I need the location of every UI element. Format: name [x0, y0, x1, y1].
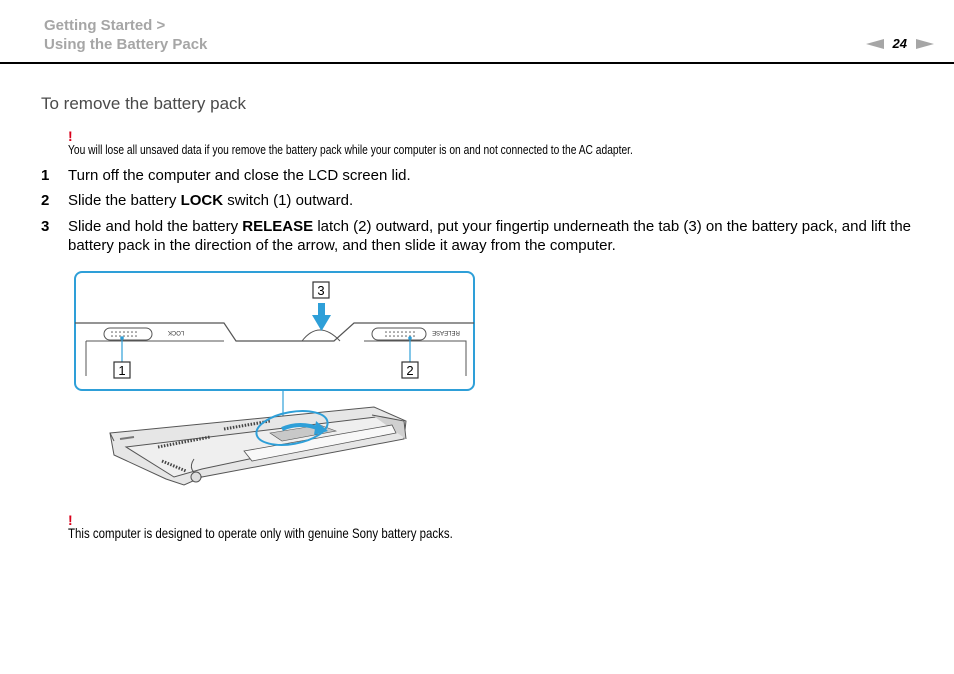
battery-removal-illustration: [74, 271, 476, 503]
warning-icon: !: [68, 512, 73, 528]
callout-number-1: 1: [118, 363, 126, 378]
callout-number-2: 2: [406, 363, 414, 378]
laptop-underside: [110, 407, 406, 485]
down-arrow-icon: [318, 303, 325, 317]
section-title: To remove the battery pack: [41, 94, 247, 113]
step-text: Slide and hold the battery RELEASE latch (2) outward, put your fingertip underneath the tab (3) on the battery pack, and lift the battery pack in the direction of the arrow, and then slide it away from the computer.: [68, 218, 912, 254]
callout-number-3: 3: [317, 283, 325, 298]
breadcrumb-parent[interactable]: Getting Started >: [44, 17, 166, 34]
page-number: 24: [892, 36, 907, 51]
step-number: 2: [41, 192, 50, 209]
step-number: 1: [41, 167, 50, 184]
breadcrumb-current: Using the Battery Pack: [44, 36, 208, 53]
step-text: Turn off the computer and close the LCD screen lid.: [68, 167, 411, 184]
warning-icon: !: [68, 128, 73, 144]
release-label: RELEASE: [432, 329, 460, 335]
lock-label: LOCK: [167, 329, 185, 335]
step-number: 3: [41, 218, 50, 235]
next-page-arrow-icon[interactable]: [916, 39, 934, 49]
lock-switch: [104, 328, 152, 340]
page-navigator: [866, 36, 934, 51]
warning-note-genuine-battery: This computer is designed to operate only with genuine Sony battery packs.: [68, 525, 453, 541]
header-divider: [0, 62, 954, 64]
release-latch: [372, 328, 426, 340]
previous-page-arrow-icon[interactable]: [866, 39, 884, 49]
step-text: Slide the battery LOCK switch (1) outward.: [68, 192, 354, 209]
warning-note-data-loss: You will lose all unsaved data if you remove the battery pack while your computer is on and not connected to the AC adapter.: [68, 143, 633, 157]
lock-keyword: LOCK: [180, 192, 224, 209]
release-keyword: RELEASE: [242, 218, 314, 235]
